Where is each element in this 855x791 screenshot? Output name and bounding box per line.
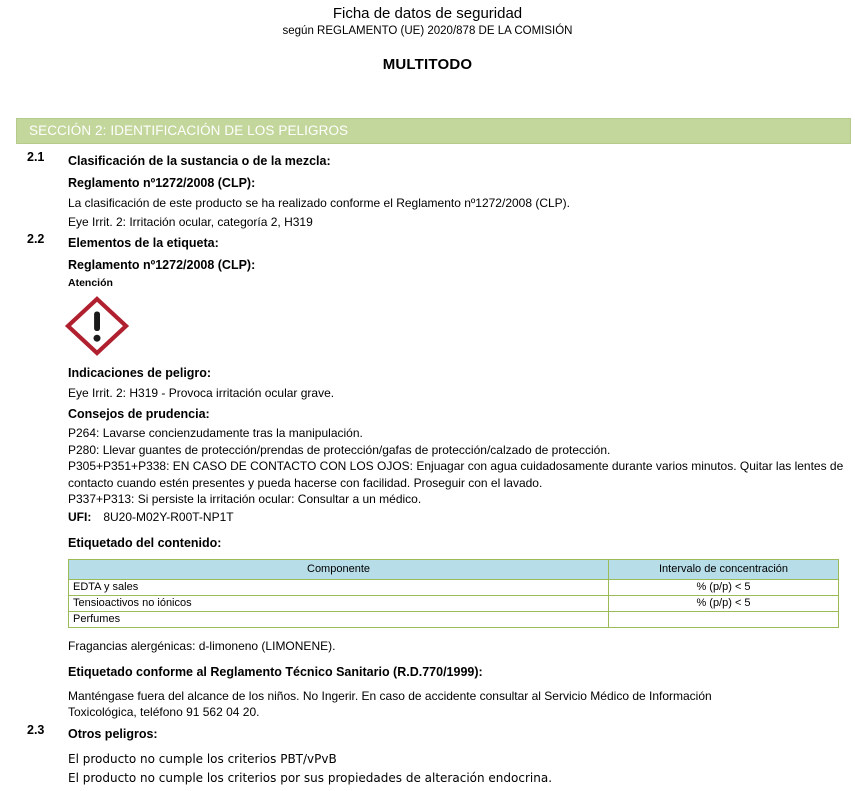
- allergenic-fragrances-text: Fragancias alergénicas: d-limoneno (LIMONENE).: [68, 638, 336, 653]
- subsection-2-2-number: 2.2: [27, 232, 45, 246]
- hazard-statements-heading: Indicaciones de peligro:: [68, 366, 212, 380]
- subsection-2-3-number: 2.3: [27, 722, 45, 737]
- table-header-row: [69, 559, 839, 579]
- component-concentration: [609, 611, 839, 627]
- clp-regulation-subheading-2-2: Reglamento nº1272/2008 (CLP):: [68, 258, 256, 272]
- document-header: [0, 0, 855, 74]
- ufi-code: 8U20-M02Y-R00T-NP1T: [103, 509, 234, 524]
- signal-word: Atención: [68, 277, 113, 289]
- classification-basis-text: La clasificación de este producto se ha realizado conforme el Reglamento nº1272/2008 (CLP).: [68, 196, 571, 210]
- components-table-container: [0, 559, 855, 628]
- section-2-content: [0, 150, 855, 788]
- subsection-2-3-heading: Otros peligros:: [68, 726, 158, 741]
- rts-text-line-2: Toxicológica, teléfono 91 562 04 20.: [68, 705, 260, 719]
- subsection-2-2: [0, 232, 855, 254]
- document-subtitle: según REGLAMENTO (UE) 2020/878 DE LA COMISIÓN: [282, 25, 573, 37]
- subsection-2-1-number: 2.1: [27, 150, 45, 164]
- precautionary-statement-p337-p313: P337+P313: Si persiste la irritación ocular: Consultar a un médico.: [68, 492, 422, 506]
- rts-labelling-heading: Etiquetado conforme al Reglamento Técnico Sanitario (R.D.770/1999):: [68, 664, 483, 679]
- component-name: Tensioactivos no iónicos: [69, 595, 609, 611]
- clp-regulation-subheading-2-1: Reglamento nº1272/2008 (CLP):: [68, 176, 256, 190]
- component-name: Perfumes: [69, 611, 609, 627]
- ufi-label: UFI:: [68, 509, 92, 524]
- precautionary-statement-p264: P264: Lavarse concienzudamente tras la manipulación.: [68, 426, 363, 440]
- section-2-banner: SECCIÓN 2: IDENTIFICACIÓN DE LOS PELIGROS: [16, 118, 851, 144]
- table-row: [69, 579, 839, 595]
- component-concentration: % (p/p) < 5: [609, 579, 839, 595]
- document-title: Ficha de datos de seguridad: [332, 5, 523, 22]
- spacer: [0, 628, 855, 637]
- content-labelling-heading: Etiquetado del contenido:: [68, 535, 222, 550]
- table-row: [69, 595, 839, 611]
- precautionary-statement-p305-p351-p338: P305+P351+P338: EN CASO DE CONTACTO CON LOS OJOS: Enjuagar con agua cuidadosamente durante varios minutos. Quitar las lentes de contacto cuando estén presentes y pueda hacerse con facilidad. Proseguir con el lavado.: [68, 459, 844, 490]
- hazard-statement-h319: Eye Irrit. 2: H319 - Provoca irritación ocular grave.: [68, 386, 335, 400]
- column-header-component: Componente: [69, 559, 609, 579]
- rts-text-line-1: Manténgase fuera del alcance de los niños. No Ingerir. En caso de accidente consultar al Servicio Médico de Información: [68, 688, 712, 703]
- component-concentration: % (p/p) < 5: [609, 595, 839, 611]
- components-table: [68, 559, 839, 628]
- precautionary-statements-heading: Consejos de prudencia:: [68, 407, 210, 421]
- classification-category-text: Eye Irrit. 2: Irritación ocular, categoría 2, H319: [68, 215, 313, 229]
- pictogram-container: [0, 295, 855, 357]
- ufi-row: [0, 508, 855, 527]
- column-header-concentration: Intervalo de concentración: [609, 559, 839, 579]
- table-row: [69, 611, 839, 627]
- subsection-2-1: [0, 150, 855, 172]
- product-name: MULTITODO: [382, 56, 473, 73]
- precautionary-statement-p280: P280: Llevar guantes de protección/prendas de protección/gafas de protección/calzado de protección.: [68, 442, 611, 457]
- other-hazards-pbt-text: El producto no cumple los criterios PBT/vPvB: [68, 751, 337, 766]
- subsection-2-2-heading: Elementos de la etiqueta:: [68, 236, 219, 250]
- other-hazards-endocrine-text: El producto no cumple los criterios por sus propiedades de alteración endocrina.: [68, 770, 553, 785]
- subsection-2-3: [0, 723, 855, 745]
- subsection-2-1-heading: Clasificación de la sustancia o de la mezcla:: [68, 154, 331, 168]
- ghs07-exclamation-mark-icon: [64, 295, 130, 357]
- component-name: EDTA y sales: [69, 579, 609, 595]
